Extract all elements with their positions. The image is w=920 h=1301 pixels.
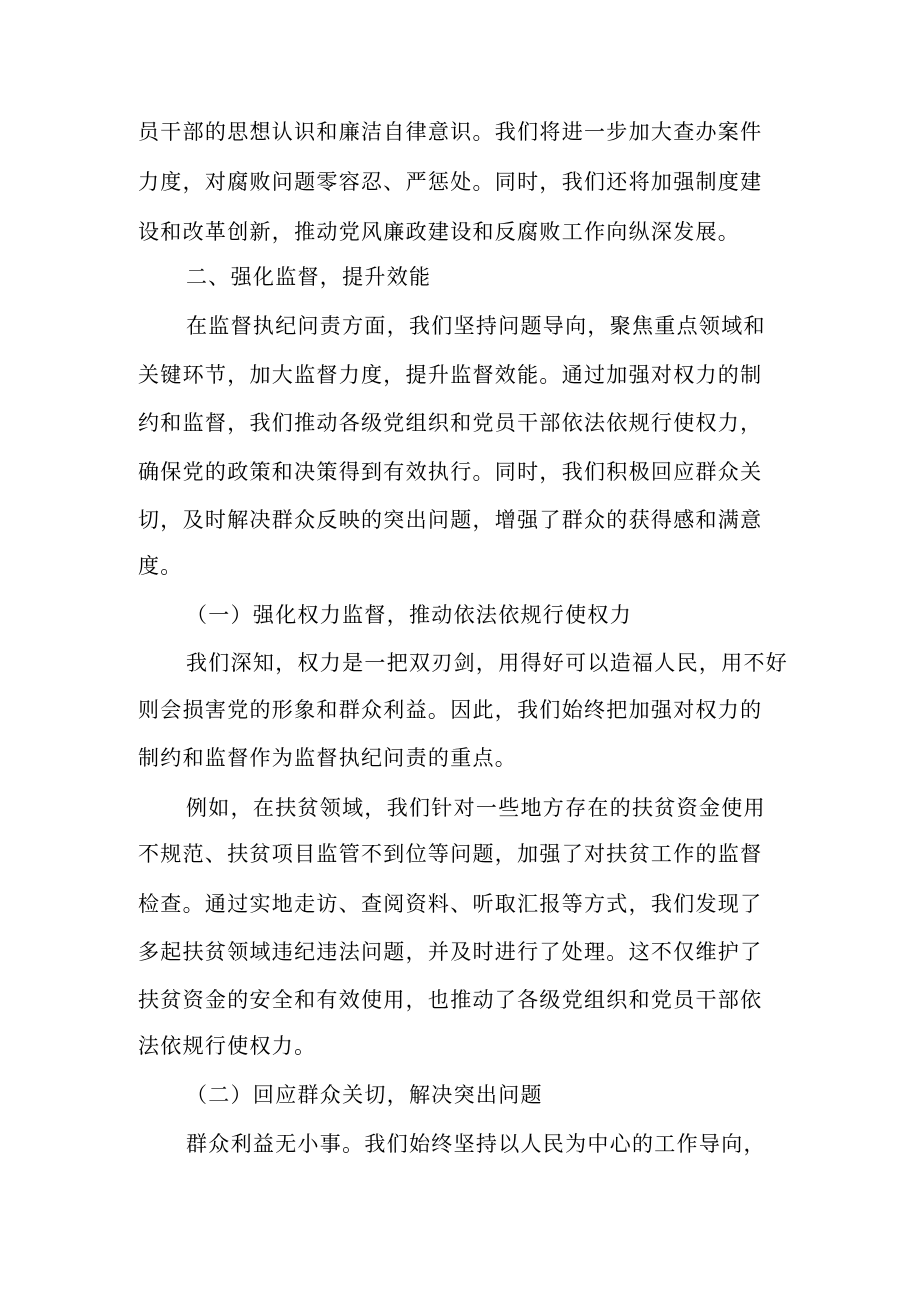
body-text-line: 切，及时解决群众反映的突出问题，增强了群众的获得感和满意 [138,508,763,532]
body-text-line: 法依规行使权力。 [138,1034,317,1058]
body-text-line: 例如，在扶贫领域，我们针对一些地方存在的扶贫资金使用 [186,796,766,820]
subsection-heading: （一）强化权力监督，推动依法依规行使权力 [186,603,632,627]
body-text-line: 则会损害党的形象和群众利益。因此，我们始终把加强对权力的 [138,698,763,722]
body-text-line: 确保党的政策和决策得到有效执行。同时，我们积极回应群众关 [138,460,763,484]
body-text-line: 员干部的思想认识和廉洁自律意识。我们将进一步加大查办案件 [138,120,763,144]
body-text-line: 在监督执纪问责方面，我们坚持问题导向，聚焦重点领域和 [186,314,766,338]
body-text-line: 关键环节，加大监督力度，提升监督效能。通过加强对权力的制 [138,363,763,387]
body-text-line: 多起扶贫领域违纪违法问题，并及时进行了处理。这不仅维护了 [138,940,763,964]
body-text-line: 度。 [138,554,183,578]
body-text-line: 检查。通过实地走访、查阅资料、听取汇报等方式，我们发现了 [138,892,763,916]
body-text-line: 设和改革创新，推动党风廉政建设和反腐败工作向纵深发展。 [138,220,741,244]
body-text-line: 力度，对腐败问题零容忍、严惩处。同时，我们还将加强制度建 [138,170,763,194]
section-heading: 二、强化监督，提升效能 [186,265,432,289]
body-text-line: 群众利益无小事。我们始终坚持以人民为中心的工作导向， [186,1132,766,1156]
subsection-heading: （二）回应群众关切，解决突出问题 [186,1083,543,1107]
body-text-line: 不规范、扶贫项目监管不到位等问题，加强了对扶贫工作的监督 [138,842,763,866]
body-text-line: 扶贫资金的安全和有效使用，也推动了各级党组织和党员干部依 [138,988,763,1012]
body-text-line: 约和监督，我们推动各级党组织和党员干部依法依规行使权力， [138,411,763,435]
body-text-line: 制约和监督作为监督执纪问责的重点。 [138,746,518,770]
body-text-line: 我们深知，权力是一把双刃剑，用得好可以造福人民，用不好 [186,651,789,675]
